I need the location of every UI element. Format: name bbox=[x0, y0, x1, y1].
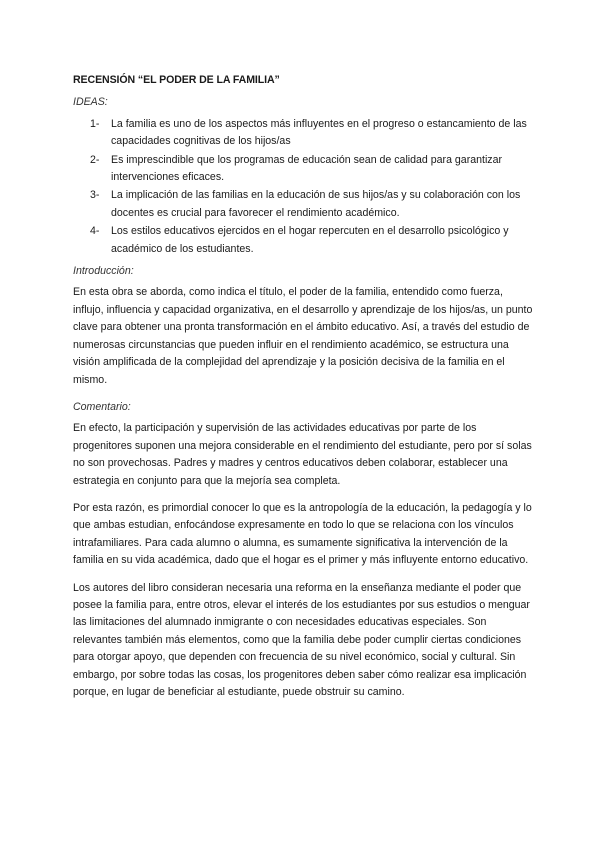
ideas-list bbox=[73, 116, 533, 258]
idea-number: 3- bbox=[90, 189, 100, 202]
idea-number: 1- bbox=[90, 117, 100, 130]
introduction-paragraph: En esta obra se aborda, como indica el título, el poder de la familia, entendido como fuerza, influjo, influencia y capacidad organizativa, en el desarrollo y aprendizaje de los hijos/as, un punto clave para obtener una pronta transformación en el ámbito educativo. Así, a través del estudio de numerosas circunstancias que pueden influir en el rendimiento académico, se estructura una visión amplificada de la complejidad del aprendizaje y la posición decisiva de la familia en el mismo. bbox=[73, 286, 533, 386]
idea-text: Los estilos educativos ejercidos en el hogar repercuten en el desarrollo psicológico y académico de los estudiantes. bbox=[111, 225, 509, 255]
idea-item bbox=[73, 187, 533, 222]
idea-text: La familia es uno de los aspectos más influyentes en el progreso o estancamiento de las capacidades cognitivas de los hijos/as bbox=[111, 117, 527, 148]
comment-paragraph: Por esta razón, es primordial conocer lo que es la antropología de la educación, la pedagogía y lo que ambas estudian, enfocándose expresamente en todo lo que se relaciona con los vínculos intrafamiliares. Para cada alumno o alumna, es sumamente significativa la intervención de la familia en su vida académica, dado que el hogar es el primer y más influyente entorno educativo. bbox=[73, 501, 532, 567]
idea-item bbox=[73, 116, 533, 151]
comment-heading: Comentario: bbox=[73, 400, 131, 413]
introduction-heading: Introducción: bbox=[73, 265, 134, 278]
idea-text: Es imprescindible que los programas de educación sean de calidad para garantizar intervenciones eficaces. bbox=[111, 153, 503, 184]
idea-number: 2- bbox=[90, 153, 100, 166]
ideas-heading: IDEAS: bbox=[73, 96, 108, 109]
idea-item bbox=[73, 223, 533, 258]
idea-item bbox=[73, 152, 533, 187]
idea-text: La implicación de las familias en la educación de sus hijos/as y su colaboración con los docentes es crucial para favorecer el rendimiento académico. bbox=[111, 189, 521, 219]
comment-paragraph: En efecto, la participación y supervisión de las actividades educativas por parte de los progenitores suponen una mejora considerable en el rendimiento del estudiante, pero por sí solas no son provechosas. Padres y madres y centros educativos deben colaborar, establecer una estrategia en conjunto para que la mejoría sea completa. bbox=[73, 422, 532, 487]
idea-number: 4- bbox=[90, 225, 100, 238]
document-title: RECENSIÓN “EL PODER DE LA FAMILIA” bbox=[73, 74, 280, 86]
comment-paragraph: Los autores del libro consideran necesaria una reforma en la enseñanza mediante el poder que posee la familia para, entre otros, elevar el interés de los estudiantes por sus estudios o menguar las limitaciones del alumnado inmigrante o con necesidades educativas especiales. Son relevantes también más elementos, como que la familia debe poder cumplir ciertas condiciones para otorgar apoyo, que dependen con frecuencia de su nivel económico, social y cultural. Sin embargo, por sobre todas las cosas, los progenitores deben saber cómo realizar esa implicación porque, en lugar de beneficiar al estudiante, puede obstruir su camino. bbox=[73, 581, 530, 698]
document-body bbox=[73, 72, 533, 711]
